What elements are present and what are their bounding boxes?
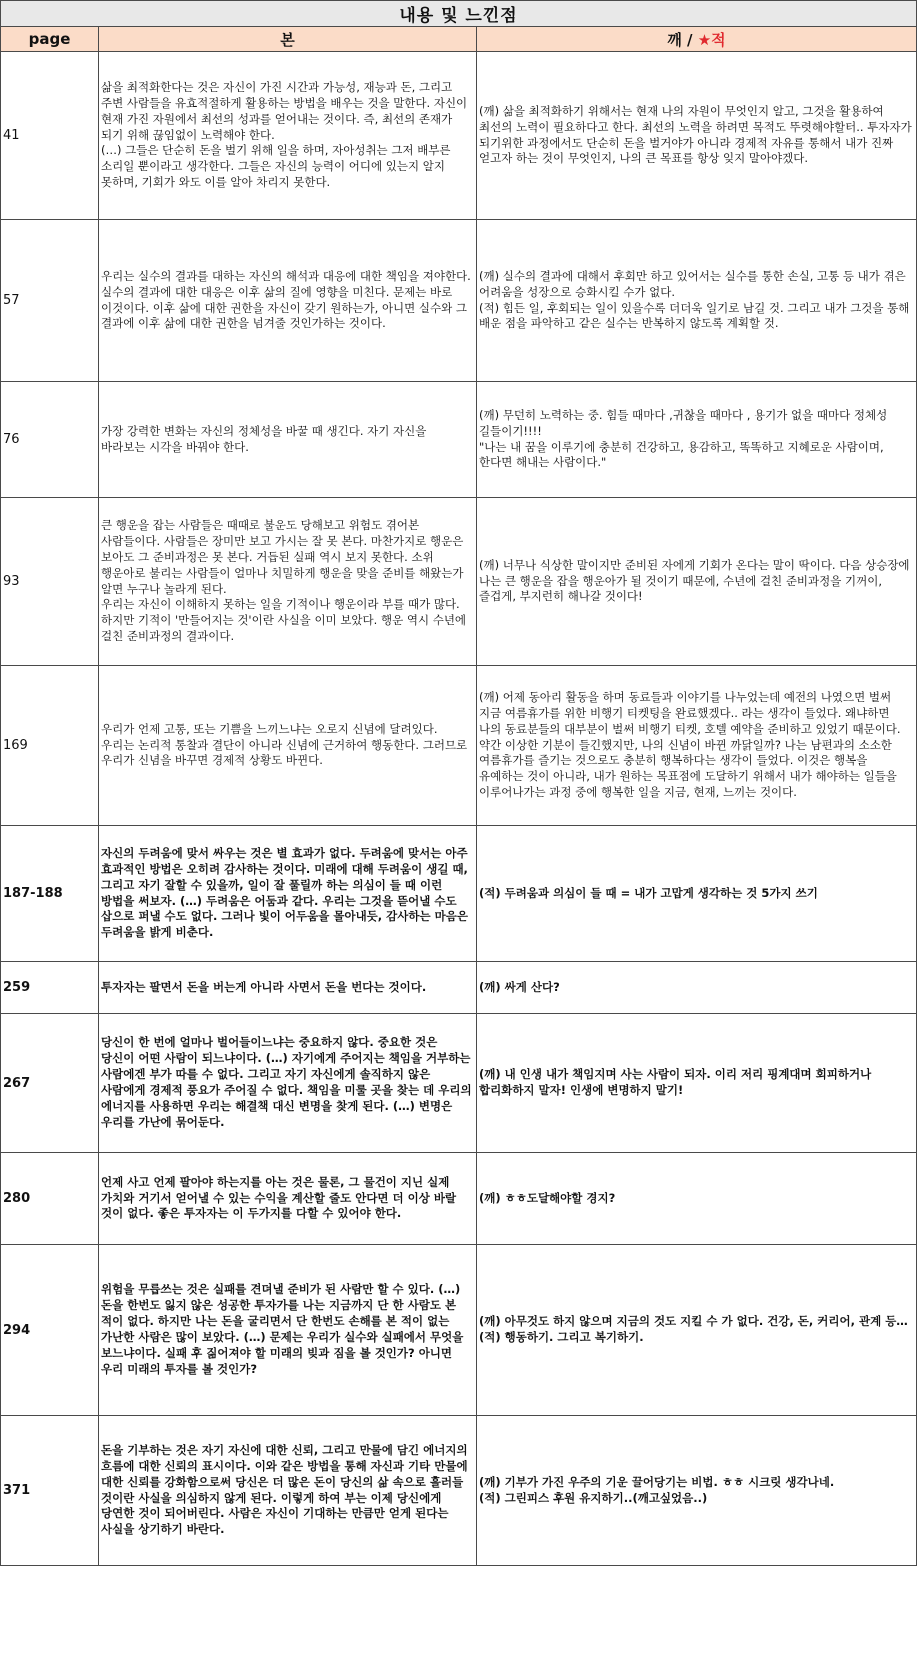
book-cell: 우리는 실수의 결과를 대하는 자신의 해석과 대응에 대한 책임을 져야한다. 실수의 결과에 대한 대응은 이후 삶의 질에 영향을 미친다. 문제는 바로 이것이다. 이후 삶에 대한 권한을 자신이 갖기 원하는가, 아니면 실수와 그 결과에 이후 삶에 대한 권한을 넘겨줄 것인가하는 것이다.	[99, 220, 477, 382]
page-cell: 57	[1, 220, 99, 382]
book-cell: 언제 사고 언제 팔아야 하는지를 아는 것은 물론, 그 물건이 지닌 실제 가치와 거기서 얻어낼 수 있는 수익을 계산할 줄도 안다면 더 이상 바랄 것이 없다. 좋은 투자자는 이 두가지를 다할 수 있어야 한다.	[99, 1153, 477, 1245]
note-column-header	[477, 27, 917, 52]
table-row	[1, 498, 917, 666]
table-row	[1, 1416, 917, 1566]
page-cell: 93	[1, 498, 99, 666]
book-cell: 당신이 한 번에 얼마나 벌어들이느냐는 중요하지 않다. 중요한 것은 당신이 어떤 사람이 되느냐이다. (…) 자기에게 주어지는 책임을 거부하는 사람에겐 부가 따를 수 없다. 그리고 자기 자신에게 솔직하지 않은 사람에게 경제적 풍요가 주어질 수 없다. 책임을 미룰 곳을 찾는 데 우리의 에너지를 사용하면 우리는 해결책 대신 변명을 찾게 된다. (…) 변명은 우리를 가난에 묶어둔다.	[99, 1014, 477, 1153]
table-title: 내용 및 느낀점	[1, 1, 917, 27]
table-row	[1, 666, 917, 826]
table-row	[1, 1153, 917, 1245]
note-cell: (깨) 실수의 결과에 대해서 후회만 하고 있어서는 실수를 통한 손실, 고통 등 내가 겪은 어려움을 성장으로 승화시킬 수가 없다. (적) 힘든 일, 후회되는 일이 있을수록 더더욱 일기로 남길 것. 그리고 내가 그것을 통해 배운 점을 파악하고 같은 실수는 반복하지 않도록 계획할 것.	[477, 220, 917, 382]
note-cell: (깨) 너무나 식상한 말이지만 준비된 자에게 기회가 온다는 말이 딱이다. 다음 상승장에 나는 큰 행운을 잡을 행운아가 될 것이기 때문에, 수년에 걸친 준비과정을 기꺼이, 즐겁게, 부지런히 해나갈 것이다!	[477, 498, 917, 666]
table-row	[1, 826, 917, 962]
book-cell: 가장 강력한 변화는 자신의 정체성을 바꿀 때 생긴다. 자기 자신을 바라보는 시각을 바꿔야 한다.	[99, 382, 477, 498]
page-cell: 259	[1, 962, 99, 1014]
book-cell: 자신의 두려움에 맞서 싸우는 것은 별 효과가 없다. 두려움에 맞서는 아주 효과적인 방법은 오히려 감사하는 것이다. 미래에 대해 두려움이 생길 때, 그리고 자기 잘할 수 있을까, 일이 잘 풀릴까 하는 의심이 들 때 이런 방법을 써보자. (…) 두려움은 어둠과 같다. 우리는 그것을 뜯어낼 수도 삽으로 퍼낼 수도 없다. 그러나 빛이 어두움을 몰아내듯, 감사하는 마음은 두려움을 밝게 비춘다.	[99, 826, 477, 962]
book-column-header: 본	[99, 27, 477, 52]
table-row	[1, 962, 917, 1014]
note-cell: (깨) ㅎㅎ도달해야할 경지?	[477, 1153, 917, 1245]
page-cell: 41	[1, 52, 99, 220]
note-cell: (깨) 내 인생 내가 책임지며 사는 사람이 되자. 이리 저리 핑계대며 회피하거나 합리화하지 말자! 인생에 변명하지 말기!	[477, 1014, 917, 1153]
note-cell: (깨) 삶을 최적화하기 위해서는 현재 나의 자원이 무엇인지 알고, 그것을 활용하여 최선의 노력이 필요하다고 한다. 최선의 노력을 하려면 목적도 뚜렷해야할터.. 투자자가 되기위한 과정에서도 단순히 돈을 벌거야가 아니라 경제적 자유를 통해서 내가 진짜 얻고자 하는 것이 무엇인지, 나의 큰 목표를 항상 잊지 말아야겠다.	[477, 52, 917, 220]
page-cell: 169	[1, 666, 99, 826]
page-cell: 76	[1, 382, 99, 498]
note-cell: (적) 두려움과 의심이 들 때 = 내가 고맙게 생각하는 것 5가지 쓰기	[477, 826, 917, 962]
note-cell: (깨) 어제 동아리 활동을 하며 동료들과 이야기를 나누었는데 예전의 나였으면 벌써 지금 여름휴가를 위한 비행기 티켓팅을 완료했겠다.. 라는 생각이 들었다. 왜냐하면 나의 동료분들의 대부분이 벌써 비행기 티켓, 호텔 예약을 준비하고 있었기 때문이다. 약간 이상한 기분이 들긴했지만, 나의 신념이 바뀐 까닭일까? 나는 남편과의 소소한 여름휴가를 즐기는 것으로도 충분히 행복하다는 생각이 들었다. 이것은 행복을 유예하는 것이 아니라, 내가 원하는 목표점에 도달하기 위해서 내가 해야하는 일들을 이루어나가는 과정 중에 행복한 일을 지금, 현재, 느끼는 것이다.	[477, 666, 917, 826]
book-cell: 돈을 기부하는 것은 자기 자신에 대한 신뢰, 그리고 만물에 담긴 에너지의 흐름에 대한 신뢰의 표시이다. 이와 같은 방법을 통해 자신과 기타 만물에 대한 신뢰를 강화함으로써 당신은 더 많은 돈이 당신의 삶 속으로 흘러들 것이란 사실을 의심하지 않게 된다. 이렇게 하여 부는 이제 당신에게 당연한 것이 되어버린다. 사람은 자신이 기대하는 만큼만 얻게 된다는 사실을 상기하기 바란다.	[99, 1416, 477, 1566]
table-body	[1, 52, 917, 1566]
page-cell: 371	[1, 1416, 99, 1566]
note-header-label: 깨 /	[667, 30, 698, 49]
page-cell: 187-188	[1, 826, 99, 962]
book-cell: 투자자는 팔면서 돈을 버는게 아니라 사면서 돈을 번다는 것이다.	[99, 962, 477, 1014]
table-row	[1, 52, 917, 220]
note-cell: (깨) 기부가 가진 우주의 기운 끌어당기는 비법. ㅎㅎ 시크릿 생각나네. (적) 그린피스 후원 유지하기..(깨고싶었음..)	[477, 1416, 917, 1566]
table-row	[1, 220, 917, 382]
book-cell: 삶을 최적화한다는 것은 자신이 가진 시간과 가능성, 재능과 돈, 그리고 주변 사람들을 유효적절하게 활용하는 방법을 배우는 것을 말한다. 자신이 현재 가진 자원에서 최선의 성과를 얻어내는 것이다. 즉, 최선의 존재가 되기 위해 끊임없이 노력해야 한다. (…) 그들은 단순히 돈을 벌기 위해 일을 하며, 자아성취는 그저 배부른 소리일 뿐이라고 생각한다. 그들은 자신의 능력이 어디에 있는지 알지 못하며, 기회가 와도 이를 알아 차리지 못한다.	[99, 52, 477, 220]
book-cell: 위험을 무릅쓰는 것은 실패를 견뎌낼 준비가 된 사람만 할 수 있다. (…) 돈을 한번도 잃지 않은 성공한 투자가를 나는 지금까지 단 한 사람도 본 적이 없다. 하지만 나는 돈을 굴리면서 단 한번도 손해를 본 적이 없는 가난한 사람은 많이 보았다. (…) 문제는 우리가 실수와 실패에서 무엇을 보느냐이다. 실패 후 짊어져야 할 미래의 빚과 짐을 볼 것인가? 아니면 우리 미래의 투자를 볼 것인가?	[99, 1245, 477, 1416]
book-cell: 우리가 언제 고통, 또는 기쁨을 느끼느냐는 오로지 신념에 달려있다. 우리는 논리적 통찰과 결단이 아니라 신념에 근거하여 행동한다. 그러므로 우리가 신념을 바꾸면 경제적 상황도 바뀐다.	[99, 666, 477, 826]
table-row	[1, 1014, 917, 1153]
book-cell: 큰 행운을 잡는 사람들은 때때로 불운도 당해보고 위험도 겪어본 사람들이다. 사람들은 장미만 보고 가시는 잘 못 본다. 마찬가지로 행운은 보아도 그 준비과정은 못 본다. 거듭된 실패 역시 보지 못한다. 소위 행운아로 불리는 사람들이 얼마나 치밀하게 행운을 맞을 준비를 해왔는가 알면 누구나 놀라게 된다. 우리는 자신이 이해하지 못하는 일을 기적이나 행운이라 부를 때가 많다. 하지만 기적이 '만들어지는 것'이란 사실을 이미 보았다. 행운 역시 수년에 걸친 준비과정의 결과이다.	[99, 498, 477, 666]
page-cell: 280	[1, 1153, 99, 1245]
star-label: ★적	[697, 30, 726, 49]
table-row	[1, 382, 917, 498]
page-cell: 267	[1, 1014, 99, 1153]
note-cell: (깨) 싸게 산다?	[477, 962, 917, 1014]
page-cell: 294	[1, 1245, 99, 1416]
table-row	[1, 1245, 917, 1416]
note-cell: (깨) 무던히 노력하는 중. 힘들 때마다 ,귀찮을 때마다 , 용기가 없을 때마다 정체성 길들이기!!!! "나는 내 꿈을 이루기에 충분히 건강하고, 용감하고, 똑똑하고 지혜로운 사람이며, 한다면 해내는 사람이다."	[477, 382, 917, 498]
note-cell: (깨) 아무것도 하지 않으며 지금의 것도 지킬 수 가 없다. 건강, 돈, 커리어, 관계 등… (적) 행동하기. 그리고 복기하기.	[477, 1245, 917, 1416]
page-column-header: page	[1, 27, 99, 52]
